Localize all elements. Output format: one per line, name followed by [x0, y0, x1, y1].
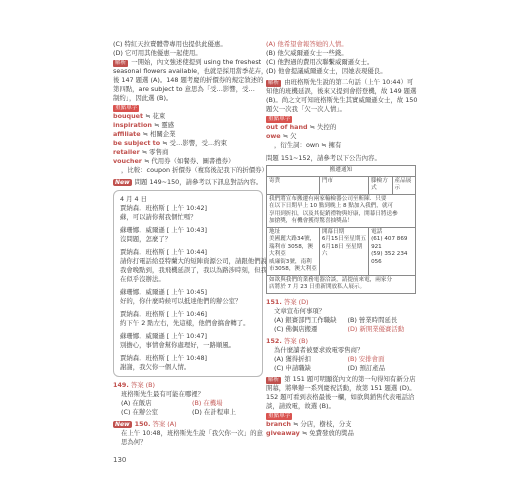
left-column [113, 40, 268, 447]
option-c: (C) 在辦公室 [121, 408, 159, 416]
chat-message: 蘇珊娜．威爾遜 [ 上午 10:43] 沒問題，怎麼了？ [120, 226, 208, 243]
option-line: (D) 他會提議威爾遜女士，因她表現優良。 [266, 67, 387, 75]
vocab-item: out of hand ≒ 失控的 [266, 123, 337, 131]
question-151: 151. 答案 (D) [266, 297, 309, 306]
vocab-item: retailer ≒ 零售商 [113, 148, 169, 156]
explanation-text: 題欠一次我「欠一次人情」。 [266, 105, 346, 113]
option-a-correct: (A) 他希望會報答她的人情。 [266, 40, 348, 48]
explanation-text: 一開始，內文強述使提到 using the freshest [131, 58, 262, 66]
question-text: 文章宣布何事項？ [274, 306, 326, 315]
explanation-tag: 解析 [268, 80, 280, 86]
vocab-note: ，比較：coupon 折價券（複寫後記我下的折價券） [121, 166, 268, 174]
new-badge: New [115, 421, 130, 428]
explanation-header [266, 78, 421, 87]
explanation-header [113, 58, 263, 67]
options-row [113, 408, 263, 417]
notice-info-row: 地址 美國麗大路34號， 瑞利市 3058，澳 大利亞 威廉街3號，南利 市3058，澳大利亞 開幕日期 6月15日至星期五 6月18日 至星期 六 電話 (61) 407 869 921 (59) 352 234 056 [267, 227, 416, 275]
page-number: 130 [113, 456, 127, 464]
option-b-correct: (B) 在機場 [192, 399, 223, 407]
question-text: 在上午 10:48，班格斯先生說「我欠你一次」的意 [121, 429, 263, 437]
options-row [113, 399, 263, 408]
vocab-item: branch ≒ 分店，樹枝，分支 [266, 419, 352, 428]
chat-date: 4 月 4 日 [120, 195, 148, 203]
option-d: (D) 預訂產品 [347, 363, 386, 372]
explanation-text: (B)。尚之文可知班格斯先生其實威爾遜女士，故 150 [266, 96, 418, 104]
chat-message: 賈納森．班格斯 [ 上午 10:46] 約下午 2 點左右，先這樣，他們會搞會轉了。 [120, 310, 250, 327]
explanation-header [266, 375, 421, 384]
vocab-note: ，衍生詞：own ≒ 擁有 [274, 141, 342, 149]
chat-message: 蘇珊娜．威爾遜 [ 上午 10:45] 好的，你什麼時候可以抵達他們的辦公室？ [120, 288, 242, 305]
new-badge: New [115, 179, 130, 186]
notice-header-row: 寄貨 門市 滕檢方式 產品展示 [267, 176, 416, 194]
option-a: (A) 獲得折扣 [274, 354, 311, 363]
option-line: (C) 特紅天拉賣體帶專用也提供此優惠。 [113, 40, 227, 48]
explanation-text: 第四點，are subject to 意思為「受…影響，受… [113, 85, 255, 93]
option-a: (A) 銀賽部門工作職缺 [274, 315, 337, 324]
explanation-text: 談，請致電，故選 (B)。 [266, 401, 335, 410]
question-header-text: 問題 151~152，請參考以下公告內容。 [266, 154, 381, 162]
vocab-tag: 重點單字 [268, 116, 291, 122]
options-row [266, 355, 421, 364]
chat-box [113, 190, 267, 377]
option-d: (D) 在計程車上 [192, 408, 236, 416]
explanation-tag: 解析 [268, 376, 280, 383]
vocab-item: be subject to ≒ 受…影響，受…約束 [113, 139, 228, 147]
explanation-tag: 解析 [115, 60, 127, 66]
option-c: (C) 佛偶店搬遷 [274, 324, 318, 333]
chat-message: 蘇珊娜．威爾遜 [ 上午 10:47] 別擔心，事情會幫你處理好，一路順風。 [120, 332, 236, 349]
explanation-text: 知他的班機延誤，後來又提到會搭登機，故 149 題選 [266, 87, 417, 95]
vocab-item: owe ≒ 欠 [266, 132, 297, 140]
explanation-text: 制約」，因此選 (B)。 [113, 94, 173, 102]
option-d-correct: (D) 新開業優賽活動 [347, 324, 405, 333]
option-line: (C) 他對過的費用次聯繫威爾遜女士。 [266, 58, 374, 66]
chat-message: 賈納森．班格斯 [ 上午 10:42] 蘇，可以請你幫我個忙嗎？ [120, 204, 208, 221]
notice-footer: 如欲與我們的業務電器洽談，請提前來電，兩家分 店將於 7 月 23 日重新開放私人展示。 [267, 275, 416, 293]
option-b-correct: (B) 安排會面 [347, 354, 385, 363]
option-line: (B) 他欠威爾遜女士一些錢。 [266, 49, 348, 57]
question-text: 班格斯先生最有可能在哪裡？ [121, 390, 205, 398]
chat-message: 賈納森．班格斯 [ 上午 10:44] 請你打電話給亞特蘭大的短陣資源公司，請跟他們說 我會晚點到，我飛機延誤了，我以為路涉時刻，但我 在似乎沒辦法。 [120, 248, 267, 283]
options-row [266, 325, 421, 334]
vocab-item: affiliate ≒ 相關企業 [113, 130, 176, 138]
explanation-text: 後 147 題選 (A)。148 題考慶的折價券的規定敘述的 [113, 76, 264, 84]
vocab-item: voucher ≒ 代用券（如餐券、圖書禮券） [113, 157, 235, 165]
notice-title: 搬遷通知 [267, 166, 416, 177]
question-152: 152. 答案 (B) [266, 336, 309, 345]
notice-paragraph: 我們將宣布搬遷有兩家輸檢器公司至斬陳．只要 在以下日期早上 10 點到晚上 8 點加入我們，就可 享用到折扣，以及其促銷禮物與好康，開幕日將送參 加搶獎，有機會獲得驚喜抽獎品！ [267, 194, 416, 227]
chat-message: 賈納森．班格斯 [ 上午 10:48] 謝謝，我欠你一個人情。 [120, 354, 208, 371]
vocab-item: inspiration ≒ 靈感 [113, 121, 175, 129]
explanation-text: 152 題可看到表格最後一欄，如欲與銷售代表電話洽 [266, 392, 415, 401]
question-149: 149. 答案 (B) [113, 381, 156, 389]
explanation-text: 開幕，將舉辦一系列慶祝活動，故第 151 題選 (D)。 [266, 383, 416, 392]
explanation-text: seasonal flowers available，也就是採用當季花卉， [113, 67, 268, 75]
options-row [266, 316, 421, 325]
question-150: New 150. 答案 (A) [115, 420, 177, 428]
question-header [113, 178, 263, 187]
option-c: (C) 申請職缺 [274, 363, 312, 372]
vocab-tag: 重點單字 [115, 105, 138, 111]
vocab-tag: 重點單字 [268, 412, 291, 419]
right-column [266, 40, 421, 438]
option-b: (B) 營業時間延長 [347, 315, 398, 324]
option-a: (A) 在飯店 [121, 399, 152, 407]
question-header-text: 問題 149~150，請參考以下訊息對話內容。 [134, 178, 263, 186]
explanation-text: 由班格斯先生說的第二句話（上午 10:44）可 [284, 78, 414, 86]
vocab-item: bouquet ≒ 花束 [113, 112, 166, 120]
question-text: 為什麼讀者被要求致電零售商？ [274, 345, 364, 354]
explanation-text: 第 151 題可明顯從內文的第一句得知有新分店 [284, 374, 416, 383]
option-line: (D) 它可用其他優惠一起使用。 [113, 49, 202, 57]
options-row [266, 364, 421, 373]
question-text: 思為何？ [121, 438, 147, 446]
vocab-item: giveaway ≒ 免費發放的獎品 [266, 428, 354, 437]
notice-table [266, 165, 416, 294]
